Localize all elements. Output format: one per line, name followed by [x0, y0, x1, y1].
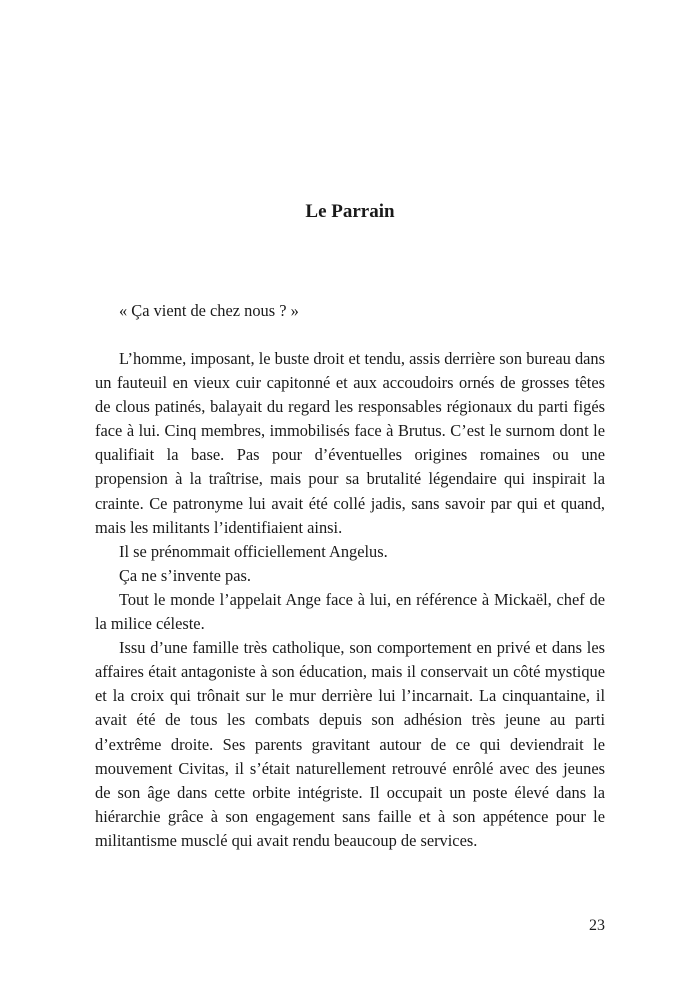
opening-line: « Ça vient de chez nous ? » [119, 301, 299, 320]
paragraph: Il se prénommait officiellement Angelus. [119, 541, 388, 561]
main-text [95, 347, 605, 853]
chapter-title: Le Parrain [305, 201, 395, 222]
paragraph: Issu d’une famille très catholique, son comportement en privé et dans les affaires était antagoniste à son éducation, mais il conservait un côté mystique et la croix qui trônait sur le mur derrière lui l’incarnait. La cinquantaine, il avait été de tous les combats depuis son adhésion très jeune au parti d’extrême droite. Ses parents gravitant autour de ce qui deviendrait le mouvement Civitas, il s’était naturellement retrouvé enrôlé avec des jeunes de son âge dans cette orbite intégriste. Il occupait un poste élevé dans la hiérarchie grâce à son engagement sans faille et à son appétence pour le militantisme musclé qui avait rendu beaucoup de services. [95, 638, 605, 850]
page-number: 23 [589, 917, 605, 934]
paragraph: L’homme, imposant, le buste droit et tendu, assis derrière son bureau dans un fauteuil en vieux cuir capitonné et aux accoudoirs ornés de grosses têtes de clous patinés, balayait du regard les responsables régionaux du parti figés face à lui. Cinq membres, immobilisés face à Brutus. C’est le surnom dont le qualifiait la base. Pas pour d’éventuelles origines romaines ou une propension à la traîtrise, mais pour sa brutalité légendaire qui inspirait la crainte. Ce patronyme lui avait été collé jadis, sans savoir par qui et quand, mais les militants l’identifiaient ainsi. [95, 349, 605, 537]
paragraph: Ça ne s’invente pas. [119, 565, 251, 585]
paragraph: Tout le monde l’appelait Ange face à lui, en référence à Mickaël, chef de la milice céleste. [95, 589, 605, 634]
